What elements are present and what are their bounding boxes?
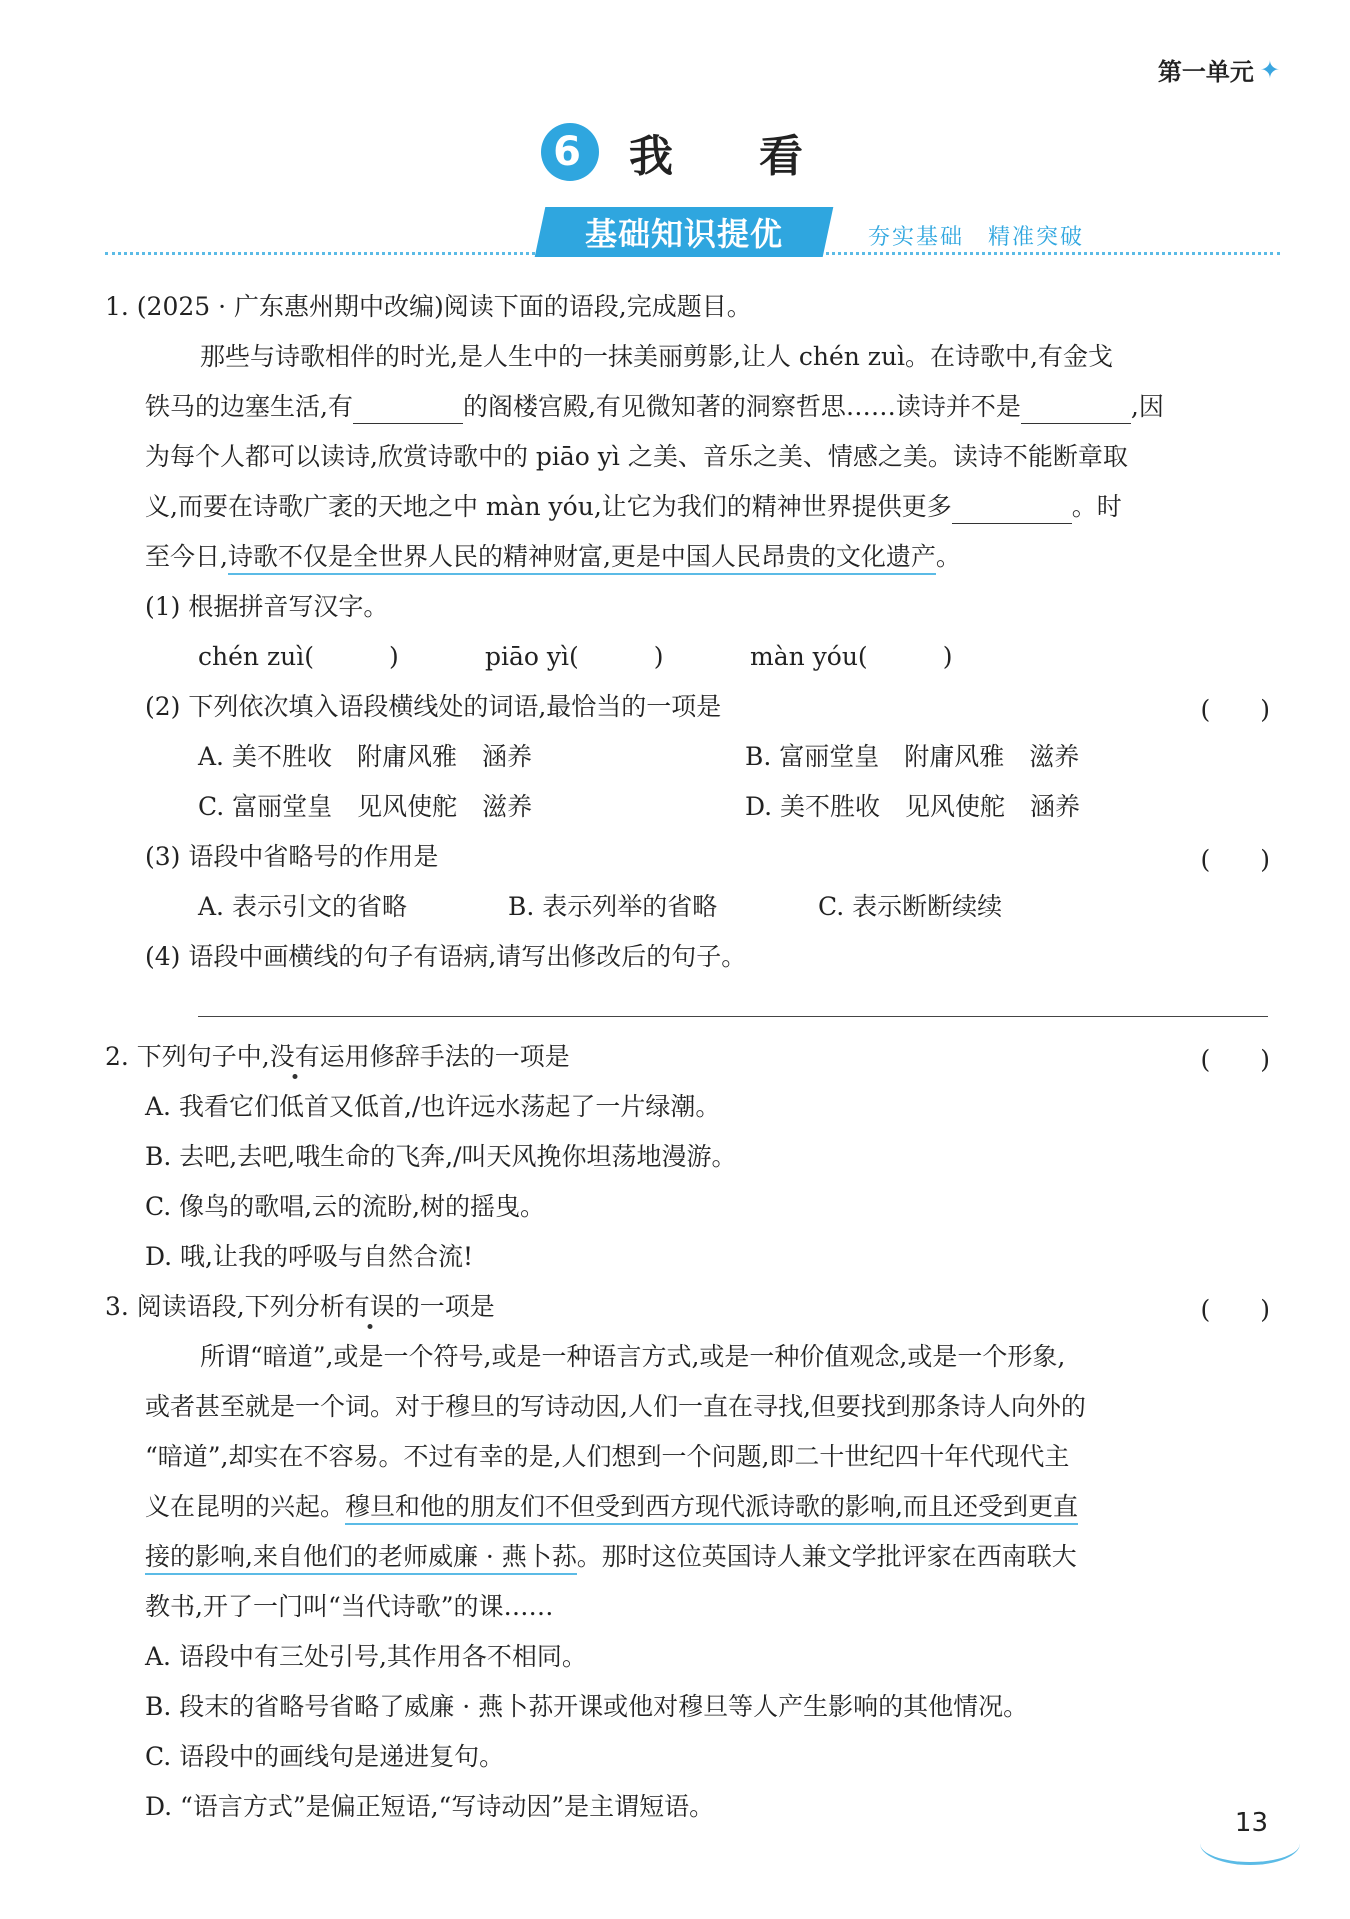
q2-stem: 2. 下列句子中,没有运用修辞手法的一项是 xyxy=(105,1042,570,1071)
option[interactable]: C. 表示断断续续 xyxy=(818,892,1003,921)
answer-paren[interactable]: ( ) xyxy=(1200,1295,1270,1324)
fill-blank[interactable] xyxy=(952,497,1072,524)
q3-passage-line: “暗道”,却实在不容易。不过有幸的是,人们想到一个问题,即二十世纪四十年代现代主 xyxy=(145,1442,1070,1471)
pinyin-answer[interactable]: piāo yì( ) xyxy=(485,642,664,671)
underlined-sentence: 诗歌不仅是全世界人民的精神财富,更是中国人民昂贵的文化遗产 xyxy=(228,542,936,575)
q3-stem: 3. 阅读语段,下列分析有误的一项是 xyxy=(105,1292,495,1321)
option[interactable]: A. 我看它们低首又低首,/也许远水荡起了一片绿潮。 xyxy=(145,1092,721,1121)
underlined-sentence: 穆旦和他的朋友们不但受到西方现代派诗歌的影响,而且还受到更直 xyxy=(345,1492,1078,1525)
answer-line[interactable] xyxy=(198,1016,1268,1017)
section-subtitle: 夯实基础 精准突破 xyxy=(868,225,1085,250)
option[interactable]: B. 表示列举的省略 xyxy=(508,892,718,921)
q3-passage-line: 教书,开了一门叫“当代诗歌”的课…… xyxy=(145,1592,554,1621)
fill-blank[interactable] xyxy=(353,397,463,424)
lesson-number: 6 xyxy=(541,123,599,181)
emphasis-dots: 没有 xyxy=(269,1042,320,1071)
option[interactable]: D. “语言方式”是偏正短语,“写诗动因”是主谓短语。 xyxy=(145,1792,715,1821)
option[interactable]: D. 哦,让我的呼吸与自然合流! xyxy=(145,1242,474,1271)
q1-passage-line: 那些与诗歌相伴的时光,是人生中的一抹美丽剪影,让人 chén zuì。在诗歌中,有金戈 xyxy=(200,342,1114,371)
q3-passage-line: 所谓“暗道”,或是一个符号,或是一种语言方式,或是一种价值观念,或是一个形象, xyxy=(200,1342,1066,1371)
answer-paren[interactable]: ( ) xyxy=(1200,845,1270,874)
option[interactable]: A. 表示引文的省略 xyxy=(198,892,407,921)
option[interactable]: C. 像鸟的歌唱,云的流盼,树的摇曳。 xyxy=(145,1192,546,1221)
pinyin-answer[interactable]: màn yóu( ) xyxy=(750,642,953,671)
q1-stem: 1. (2025 · 广东惠州期中改编)阅读下面的语段,完成题目。 xyxy=(105,292,752,321)
q3-passage-line: 或者甚至就是一个词。对于穆旦的写诗动因,人们一直在寻找,但要找到那条诗人向外的 xyxy=(145,1392,1086,1421)
emphasis-dots: 有误 xyxy=(344,1292,395,1321)
option[interactable]: B. 段末的省略号省略了威廉 · 燕卜荪开课或他对穆旦等人产生影响的其他情况。 xyxy=(145,1692,1029,1721)
unit-label: 第一单元 ✦ xyxy=(1157,55,1280,86)
option[interactable]: B. 去吧,去吧,哦生命的飞奔,/叫天风挽你坦荡地漫游。 xyxy=(145,1142,737,1171)
q1-passage-line: 义,而要在诗歌广袤的天地之中 màn yóu,让它为我们的精神世界提供更多 。时 xyxy=(145,490,1122,524)
q1-sub-4: (4) 语段中画横线的句子有语病,请写出修改后的句子。 xyxy=(145,942,747,971)
lesson-title xyxy=(0,120,1350,184)
option[interactable]: A. 语段中有三处引号,其作用各不相同。 xyxy=(145,1642,587,1671)
section-banner: 基础知识提优 xyxy=(535,207,834,257)
fill-blank[interactable] xyxy=(1021,397,1131,424)
q3-passage-line: 义在昆明的兴起。穆旦和他的朋友们不但受到西方现代派诗歌的影响,而且还受到更直 xyxy=(145,1490,1078,1524)
q1-sub-2: (2) 下列依次填入语段横线处的词语,最恰当的一项是 xyxy=(145,692,722,721)
option[interactable]: C. 富丽堂皇 见风使舵 滋养 xyxy=(198,792,533,821)
q1-sub-3: (3) 语段中省略号的作用是 xyxy=(145,842,439,871)
page-number: 13 xyxy=(1234,1808,1268,1838)
lesson-title-char-2: 看 xyxy=(759,131,809,182)
pinyin-answer[interactable]: chén zuì( ) xyxy=(198,642,399,671)
option[interactable]: C. 语段中的画线句是递进复句。 xyxy=(145,1742,505,1771)
option[interactable]: B. 富丽堂皇 附庸风雅 滋养 xyxy=(745,742,1080,771)
underlined-sentence: 接的影响,来自他们的老师威廉 · 燕卜荪 xyxy=(145,1542,577,1575)
option[interactable]: D. 美不胜收 见风使舵 涵养 xyxy=(745,792,1081,821)
answer-paren[interactable]: ( ) xyxy=(1200,1045,1270,1074)
q1-passage-line: 铁马的边塞生活,有 的阁楼宫殿,有见微知著的洞察哲思……读诗并不是 ,因 xyxy=(145,390,1164,424)
q1-passage-line: 至今日,诗歌不仅是全世界人民的精神财富,更是中国人民昂贵的文化遗产。 xyxy=(145,540,961,574)
option[interactable]: A. 美不胜收 附庸风雅 涵养 xyxy=(198,742,532,771)
lesson-title-char-1: 我 xyxy=(629,131,679,182)
answer-paren[interactable]: ( ) xyxy=(1200,695,1270,724)
q1-sub-1: (1) 根据拼音写汉字。 xyxy=(145,592,389,621)
star-icon: ✦ xyxy=(1259,55,1280,84)
q3-passage-line: 接的影响,来自他们的老师威廉 · 燕卜荪。那时这位英国诗人兼文学批评家在西南联大 xyxy=(145,1540,1077,1574)
q1-passage-line: 为每个人都可以读诗,欣赏诗歌中的 piāo yì 之美、音乐之美、情感之美。读诗不能断章取 xyxy=(145,442,1128,471)
